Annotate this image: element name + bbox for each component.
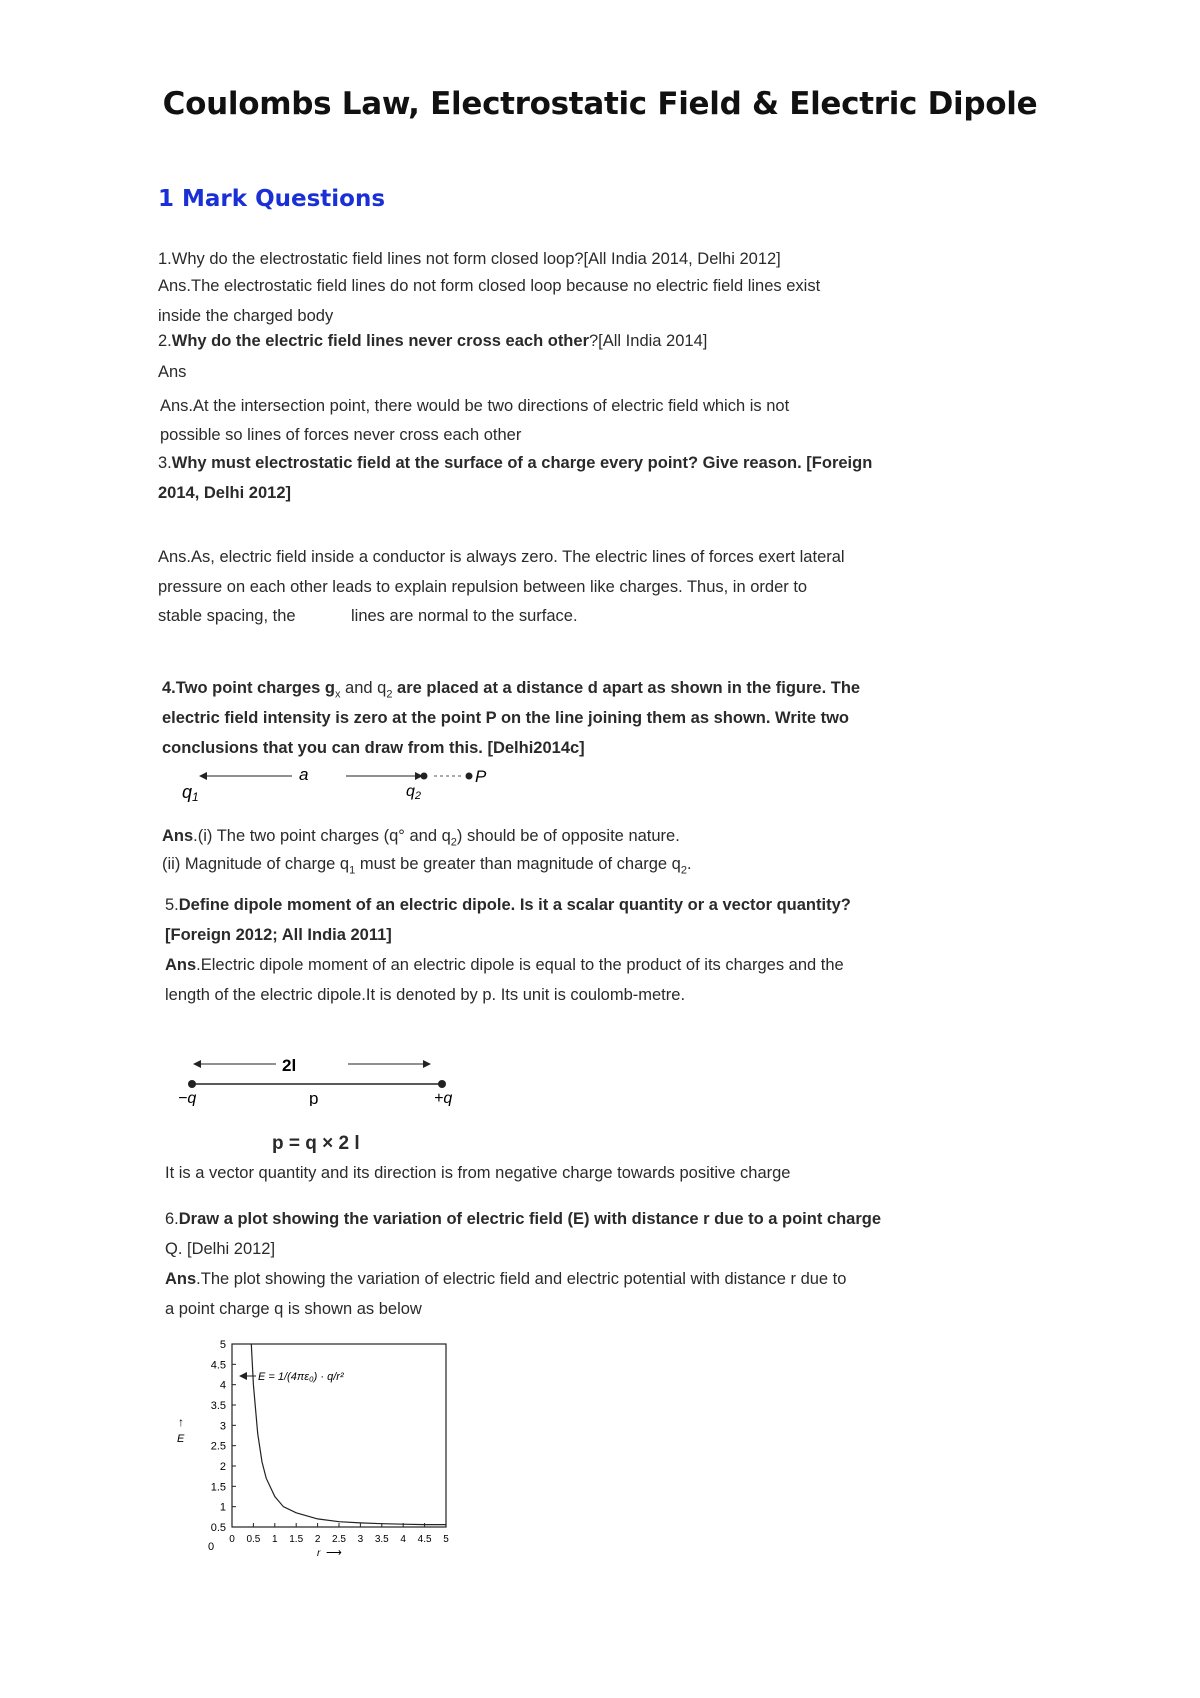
- x-axis-arrow: ⟶: [326, 1547, 342, 1559]
- answer-4-2-sub-2: 2: [680, 864, 687, 877]
- x-tick-label: 1.5: [289, 1534, 304, 1545]
- answer-4-text-b: ) should be of opposite nature.: [456, 827, 680, 845]
- section-heading: 1 Mark Questions: [158, 186, 386, 212]
- dipole-formula: p = q × 2 l: [272, 1133, 360, 1154]
- question-4-line-1: [162, 677, 860, 705]
- question-4-line-2: electric field intensity is zero at the point P on the line joining them as shown. Write two: [162, 709, 849, 727]
- question-3-line-2: 2014, Delhi 2012]: [158, 484, 291, 502]
- x-tick-label: 3: [357, 1534, 364, 1545]
- answer-2-line-2: possible so lines of forces never cross each other: [160, 426, 522, 444]
- answer-4-text-a: .(i) The two point charges (q° and q: [193, 827, 451, 845]
- x-axis-label: r: [317, 1548, 321, 1559]
- x-tick-label: 1: [272, 1534, 278, 1545]
- y-tick-label: 2.5: [210, 1440, 226, 1453]
- question-1: 1.Why do the electrostatic field lines not form closed loop?[All India 2014, Delhi 2012]: [158, 250, 781, 268]
- x-tick-label: 0: [229, 1534, 235, 1545]
- dipole-p-label: p: [309, 1089, 319, 1106]
- question-2: [158, 330, 707, 352]
- answer-5-label: Ans: [165, 956, 197, 974]
- answer-2-line-1: Ans.At the intersection point, there would be two directions of electric field which is not: [160, 397, 790, 415]
- answer-5-text: .Electric dipole moment of an electric dipole is equal to the product of its charges and the: [196, 956, 844, 974]
- negative-charge-dot: [188, 1080, 196, 1088]
- charge-q2-dot: [421, 773, 428, 780]
- question-3-text: Why must electrostatic field at the surface of a charge every point? Give reason. [Foreign: [171, 454, 873, 472]
- positive-charge-label: +q: [434, 1090, 453, 1106]
- y-tick-label: 3: [219, 1420, 226, 1433]
- answer-6-label: Ans: [165, 1270, 197, 1288]
- question-5-line-1: [165, 894, 851, 916]
- answer-1-line-1: Ans.The electrostatic field lines do not form closed loop because no electric field lines exist: [158, 277, 821, 295]
- answer-4-line-1: [162, 825, 680, 853]
- origin-label: 0: [208, 1541, 215, 1553]
- dipole-length-label: 2l: [282, 1056, 297, 1075]
- y-tick-label: 0.5: [210, 1522, 226, 1534]
- x-tick-label: 2.5: [332, 1534, 346, 1545]
- answer-4-2-sub-1: 1: [349, 864, 356, 877]
- question-2-number: 2.: [158, 332, 172, 350]
- question-4-sub-x: x: [334, 688, 341, 701]
- question-5-number: 5.: [165, 896, 179, 914]
- question-6-line-1: [165, 1208, 881, 1230]
- question-2-source: ?[All India 2014]: [589, 332, 708, 350]
- y-tick-label: 5: [219, 1339, 226, 1351]
- answer-2-label: Ans: [158, 363, 187, 381]
- answer-5-line-1: [165, 954, 844, 976]
- label-q1: q1: [182, 782, 199, 804]
- answer-4-sub: 2: [450, 836, 457, 849]
- y-tick-label: 4: [219, 1379, 226, 1392]
- answer-4-line-2: [162, 853, 692, 881]
- x-tick-label: 4.5: [417, 1534, 432, 1545]
- answer-3-line-3a: stable spacing, the: [158, 607, 296, 625]
- answer-1-line-2: inside the charged body: [158, 307, 334, 325]
- formula-annotation: E = 1/(4πε₀) · q/r²: [258, 1371, 344, 1383]
- y-axis-arrow: ↑: [178, 1415, 184, 1429]
- answer-4-2-text-a: (ii) Magnitude of charge q: [162, 855, 350, 873]
- question-4-number: 4.: [162, 679, 176, 697]
- y-tick-label: 1: [219, 1501, 226, 1514]
- charges-figure: [180, 762, 520, 806]
- answer-3-line-1: Ans.As, electric field inside a conductor is always zero. The electric lines of forces exert lateral: [158, 548, 845, 566]
- question-4-text-c: are placed at a distance d apart as shown in the figure. The: [392, 679, 861, 697]
- y-tick-label: 1.5: [210, 1481, 226, 1494]
- question-5-line-2: [Foreign 2012; All India 2011]: [165, 926, 392, 944]
- page-title: Coulombs Law, Electrostatic Field & Electric Dipole: [162, 86, 1038, 122]
- question-3-line-1: [158, 452, 872, 474]
- y-tick-label: 3.5: [210, 1400, 226, 1412]
- electric-field-plot: [170, 1332, 460, 1562]
- x-tick-label: 0.5: [246, 1534, 261, 1545]
- negative-charge-label: −q: [178, 1090, 197, 1106]
- question-6-text: Draw a plot showing the variation of electric field (E) with distance r due to a point charge: [178, 1210, 882, 1228]
- x-tick-label: 2: [314, 1534, 321, 1545]
- question-6-number: 6.: [165, 1210, 179, 1228]
- answer-6-line-2: a point charge q is shown as below: [165, 1300, 422, 1318]
- answer-5-line-2: length of the electric dipole.It is denoted by p. Its unit is coulomb-metre.: [165, 986, 686, 1004]
- answer-4-2-text-c: .: [686, 855, 692, 873]
- question-6-line-2: Q. [Delhi 2012]: [165, 1240, 276, 1258]
- answer-4-2-text-b: must be greater than magnitude of charge q: [355, 855, 681, 873]
- dipole-figure: [172, 1052, 472, 1106]
- answer-3-line-2: pressure on each other leads to explain repulsion between like charges. Thus, in order to: [158, 578, 808, 596]
- question-4-text-a: Two point charges g: [175, 679, 335, 697]
- question-2-text: Why do the electric field lines never cross each other: [171, 332, 589, 350]
- answer-5-conclusion: It is a vector quantity and its direction is from negative charge towards positive charge: [165, 1164, 791, 1182]
- answer-3-line-3b: lines are normal to the surface.: [351, 607, 578, 625]
- question-4-line-3: conclusions that you can draw from this. [Delhi2014c]: [162, 739, 585, 757]
- label-P: P: [475, 767, 487, 786]
- x-tick-label: 4: [400, 1534, 406, 1545]
- y-tick-label: 4.5: [210, 1359, 226, 1372]
- question-5-text: Define dipole moment of an electric dipole. Is it a scalar quantity or a vector quantity?: [178, 896, 851, 914]
- answer-4-label: Ans: [162, 827, 194, 845]
- label-a: a: [299, 765, 309, 784]
- y-tick-label: 2: [219, 1461, 226, 1473]
- answer-6-line-1: [165, 1268, 846, 1290]
- positive-charge-dot: [438, 1080, 446, 1088]
- question-4-text-b: and q: [340, 679, 387, 697]
- question-4-sub-2: 2: [386, 688, 393, 701]
- x-tick-label: 3.5: [374, 1534, 389, 1545]
- x-tick-label: 5: [443, 1534, 449, 1545]
- question-3-number: 3.: [158, 454, 172, 472]
- answer-6-text: .The plot showing the variation of electric field and electric potential with distance r due to: [196, 1270, 847, 1288]
- y-axis-label: E: [177, 1433, 185, 1445]
- point-P-dot: [466, 773, 473, 780]
- label-q2: q2: [406, 783, 422, 802]
